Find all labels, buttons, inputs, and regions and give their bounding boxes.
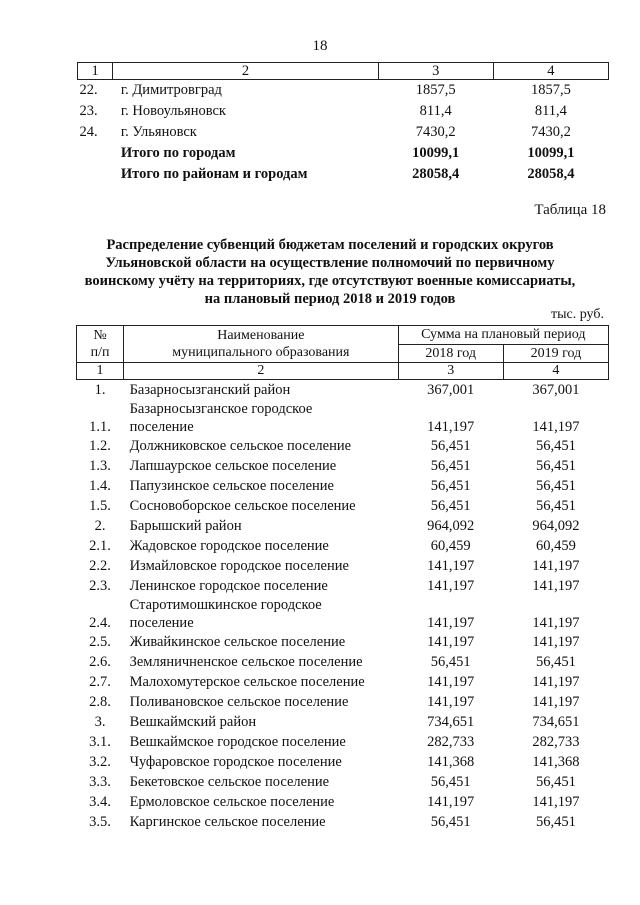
row-value-2018: 56,451 bbox=[430, 774, 471, 790]
row-value-1: 1857,5 bbox=[415, 82, 456, 98]
row-number: 3. bbox=[94, 714, 106, 730]
row-name bbox=[124, 672, 399, 692]
row-value-2018: 56,451 bbox=[430, 458, 471, 474]
row-value-2018: 734,651 bbox=[427, 714, 475, 730]
header-name bbox=[124, 326, 399, 363]
header-name-line: Наименование bbox=[217, 328, 305, 343]
units-label: тыс. руб. bbox=[551, 307, 604, 322]
table-row bbox=[77, 596, 609, 632]
row-name-line: Папузинское сельское поселение bbox=[129, 478, 334, 494]
row-number: 23. bbox=[79, 103, 98, 119]
row-number: 3.1. bbox=[89, 734, 111, 750]
row-value-2018: 56,451 bbox=[430, 478, 471, 494]
row-number: 3.2. bbox=[89, 754, 111, 770]
table-row bbox=[77, 536, 609, 556]
row-name-line: Лапшаурское сельское поселение bbox=[129, 458, 337, 474]
row-number: 2.6. bbox=[89, 654, 111, 670]
row-name bbox=[124, 732, 399, 752]
row-name: Итого по районам и городам bbox=[120, 166, 308, 182]
row-number: 1. bbox=[94, 382, 106, 398]
row-value-2: 7430,2 bbox=[530, 124, 571, 140]
row-name-line: Поливановское сельское поселение bbox=[129, 694, 349, 710]
row-value-2018: 56,451 bbox=[430, 814, 471, 830]
row-name-line: Базарносызганский район bbox=[129, 382, 291, 398]
row-value-2019: 141,197 bbox=[532, 558, 580, 574]
table-title bbox=[60, 236, 600, 308]
row-value-2019: 141,197 bbox=[532, 615, 580, 631]
row-value-2019: 56,451 bbox=[535, 478, 576, 494]
row-name bbox=[124, 576, 399, 596]
row-value-2: 811,4 bbox=[534, 103, 567, 119]
row-value-2019: 141,197 bbox=[532, 794, 580, 810]
header-num-line: № bbox=[93, 328, 107, 343]
top-table bbox=[77, 62, 609, 185]
row-number: 2.2. bbox=[89, 558, 111, 574]
row-number: 3.5. bbox=[89, 814, 111, 830]
row-value-2019: 141,197 bbox=[532, 694, 580, 710]
row-number: 2. bbox=[94, 518, 106, 534]
row-number bbox=[78, 164, 113, 185]
main-table-index-row bbox=[77, 363, 609, 380]
table-row bbox=[77, 436, 609, 456]
header-cell: 1 bbox=[78, 63, 113, 80]
row-name bbox=[124, 380, 399, 401]
row-value-2019: 56,451 bbox=[535, 814, 576, 830]
row-number: 24. bbox=[79, 124, 98, 140]
row-name bbox=[124, 436, 399, 456]
row-number: 2.8. bbox=[89, 694, 111, 710]
header-cell: 4 bbox=[493, 63, 608, 80]
table-row bbox=[77, 712, 609, 732]
row-name bbox=[124, 596, 399, 632]
row-value-1: 10099,1 bbox=[412, 145, 460, 161]
row-number: 1.5. bbox=[89, 498, 111, 514]
table-row bbox=[78, 80, 609, 102]
row-number bbox=[78, 143, 113, 164]
row-name bbox=[124, 632, 399, 652]
row-value-2019: 56,451 bbox=[535, 438, 576, 454]
row-name bbox=[124, 536, 399, 556]
header-num-line: п/п bbox=[90, 345, 110, 360]
row-value-2019: 56,451 bbox=[535, 498, 576, 514]
row-value-2019: 367,001 bbox=[532, 382, 580, 398]
index-cell: 3 bbox=[398, 363, 503, 380]
row-name bbox=[124, 712, 399, 732]
row-name-line: Чуфаровское городское поселение bbox=[129, 754, 342, 770]
row-number: 2.3. bbox=[89, 578, 111, 594]
index-cell: 4 bbox=[503, 363, 608, 380]
title-line: Ульяновской области на осуществление полномочий по первичному bbox=[105, 255, 555, 271]
row-name-line: Вешкаймское городское поселение bbox=[129, 734, 346, 750]
row-number: 1.4. bbox=[89, 478, 111, 494]
row-name-line: Жадовское городское поселение bbox=[129, 538, 329, 554]
table-row bbox=[78, 122, 609, 143]
title-line: на плановый период 2018 и 2019 годов bbox=[204, 291, 456, 307]
row-value-2018: 141,197 bbox=[427, 419, 475, 435]
row-number: 2.1. bbox=[89, 538, 111, 554]
row-value-2018: 141,197 bbox=[427, 615, 475, 631]
header-cell: 3 bbox=[378, 63, 493, 80]
table-row bbox=[78, 143, 609, 164]
row-name-line: поселение bbox=[129, 419, 194, 435]
row-value-2: 10099,1 bbox=[527, 145, 575, 161]
row-name-line: Старотимошкинское городское bbox=[129, 597, 322, 613]
row-name bbox=[124, 652, 399, 672]
main-table bbox=[76, 325, 609, 832]
row-value-2018: 56,451 bbox=[430, 438, 471, 454]
row-name: г. Димитровград bbox=[120, 82, 222, 98]
row-name-line: Каргинское сельское поселение bbox=[129, 814, 326, 830]
row-name bbox=[124, 516, 399, 536]
table-row bbox=[77, 752, 609, 772]
table-row bbox=[77, 576, 609, 596]
row-name bbox=[124, 692, 399, 712]
row-name-line: Земляничненское сельское поселение bbox=[129, 654, 363, 670]
row-value-2019: 734,651 bbox=[532, 714, 580, 730]
header-name-line: муниципального образования bbox=[172, 345, 350, 360]
table-row bbox=[77, 496, 609, 516]
header-year-2019: 2019 год bbox=[503, 345, 608, 363]
row-value-2019: 141,197 bbox=[532, 419, 580, 435]
row-name bbox=[124, 752, 399, 772]
row-name: Итого по городам bbox=[120, 145, 236, 161]
table-row bbox=[77, 516, 609, 536]
header-cell: 2 bbox=[113, 63, 378, 80]
row-name: г. Ульяновск bbox=[120, 124, 197, 140]
row-value-2019: 964,092 bbox=[532, 518, 580, 534]
row-value-2019: 56,451 bbox=[535, 458, 576, 474]
row-value-2018: 367,001 bbox=[427, 382, 475, 398]
table-row bbox=[77, 400, 609, 436]
row-name bbox=[124, 792, 399, 812]
table-row bbox=[77, 476, 609, 496]
header-year-2018: 2018 год bbox=[398, 345, 503, 363]
row-name-line: Базарносызганское городское bbox=[129, 401, 313, 417]
row-value-2018: 141,197 bbox=[427, 558, 475, 574]
table-row bbox=[77, 732, 609, 752]
row-value-2018: 964,092 bbox=[427, 518, 475, 534]
table-row bbox=[78, 164, 609, 185]
table-row bbox=[77, 812, 609, 832]
index-cell: 1 bbox=[77, 363, 124, 380]
row-number: 2.5. bbox=[89, 634, 111, 650]
row-number: 1.3. bbox=[89, 458, 111, 474]
table-row bbox=[77, 792, 609, 812]
row-name-line: Сосновоборское сельское поселение bbox=[129, 498, 356, 514]
header-num bbox=[77, 326, 124, 363]
index-cell: 2 bbox=[124, 363, 399, 380]
row-number: 2.7. bbox=[89, 674, 111, 690]
row-name bbox=[124, 556, 399, 576]
table-row bbox=[77, 632, 609, 652]
row-name-line: Живайкинское сельское поселение bbox=[129, 634, 346, 650]
row-name-line: Барышский район bbox=[129, 518, 242, 534]
page-number: 18 bbox=[312, 38, 328, 54]
row-value-2018: 141,197 bbox=[427, 794, 475, 810]
row-value-2018: 56,451 bbox=[430, 654, 471, 670]
row-value-2019: 141,368 bbox=[532, 754, 580, 770]
row-name bbox=[124, 456, 399, 476]
row-name bbox=[124, 496, 399, 516]
row-value-2: 1857,5 bbox=[530, 82, 571, 98]
row-value-2018: 141,197 bbox=[427, 634, 475, 650]
top-table-header bbox=[78, 63, 609, 80]
row-value-2019: 56,451 bbox=[535, 654, 576, 670]
table-row bbox=[77, 652, 609, 672]
table-label: Таблица 18 bbox=[534, 202, 606, 218]
row-value-2019: 141,197 bbox=[532, 634, 580, 650]
row-name bbox=[124, 476, 399, 496]
row-number: 1.1. bbox=[89, 419, 111, 435]
row-value-2019: 282,733 bbox=[532, 734, 580, 750]
row-value-1: 7430,2 bbox=[415, 124, 456, 140]
row-number: 22. bbox=[79, 82, 98, 98]
row-value-2018: 56,451 bbox=[430, 498, 471, 514]
table-row bbox=[77, 456, 609, 476]
row-value-2018: 141,197 bbox=[427, 578, 475, 594]
table-row bbox=[77, 556, 609, 576]
header-sum: Сумма на плановый период bbox=[398, 326, 608, 345]
row-value-2018: 282,733 bbox=[427, 734, 475, 750]
table-row bbox=[77, 692, 609, 712]
row-value-2019: 60,459 bbox=[535, 538, 576, 554]
row-value-2: 28058,4 bbox=[527, 166, 575, 182]
row-number: 1.2. bbox=[89, 438, 111, 454]
row-name-line: Измайловское городское поселение bbox=[129, 558, 349, 574]
row-number: 3.3. bbox=[89, 774, 111, 790]
title-line: воинскому учёту на территориях, где отсутствуют военные комиссариаты, bbox=[84, 273, 576, 289]
row-value-2018: 141,197 bbox=[427, 694, 475, 710]
row-name-line: Ленинское городское поселение bbox=[129, 578, 328, 594]
main-table-header bbox=[77, 326, 609, 345]
row-value-2019: 141,197 bbox=[532, 578, 580, 594]
row-value-2019: 141,197 bbox=[532, 674, 580, 690]
row-value-2019: 56,451 bbox=[535, 774, 576, 790]
row-name-line: Бекетовское сельское поселение bbox=[129, 774, 330, 790]
row-value-1: 28058,4 bbox=[412, 166, 460, 182]
table-row bbox=[77, 380, 609, 401]
row-value-2018: 141,368 bbox=[427, 754, 475, 770]
row-name: г. Новоульяновск bbox=[120, 103, 226, 119]
table-row bbox=[77, 772, 609, 792]
table-row bbox=[78, 101, 609, 122]
row-number: 2.4. bbox=[89, 615, 111, 631]
row-value-1: 811,4 bbox=[419, 103, 452, 119]
row-name bbox=[124, 772, 399, 792]
row-name bbox=[124, 400, 399, 436]
row-name bbox=[124, 812, 399, 832]
title-line: Распределение субвенций бюджетам поселений и городских округов bbox=[106, 237, 554, 253]
row-value-2018: 60,459 bbox=[430, 538, 471, 554]
row-name-line: поселение bbox=[129, 615, 194, 631]
row-name-line: Должниковское сельское поселение bbox=[129, 438, 352, 454]
row-number: 3.4. bbox=[89, 794, 111, 810]
row-name-line: Ермоловское сельское поселение bbox=[129, 794, 335, 810]
row-name-line: Малохомутерское сельское поселение bbox=[129, 674, 365, 690]
row-value-2018: 141,197 bbox=[427, 674, 475, 690]
row-name-line: Вешкаймский район bbox=[129, 714, 257, 730]
table-row bbox=[77, 672, 609, 692]
